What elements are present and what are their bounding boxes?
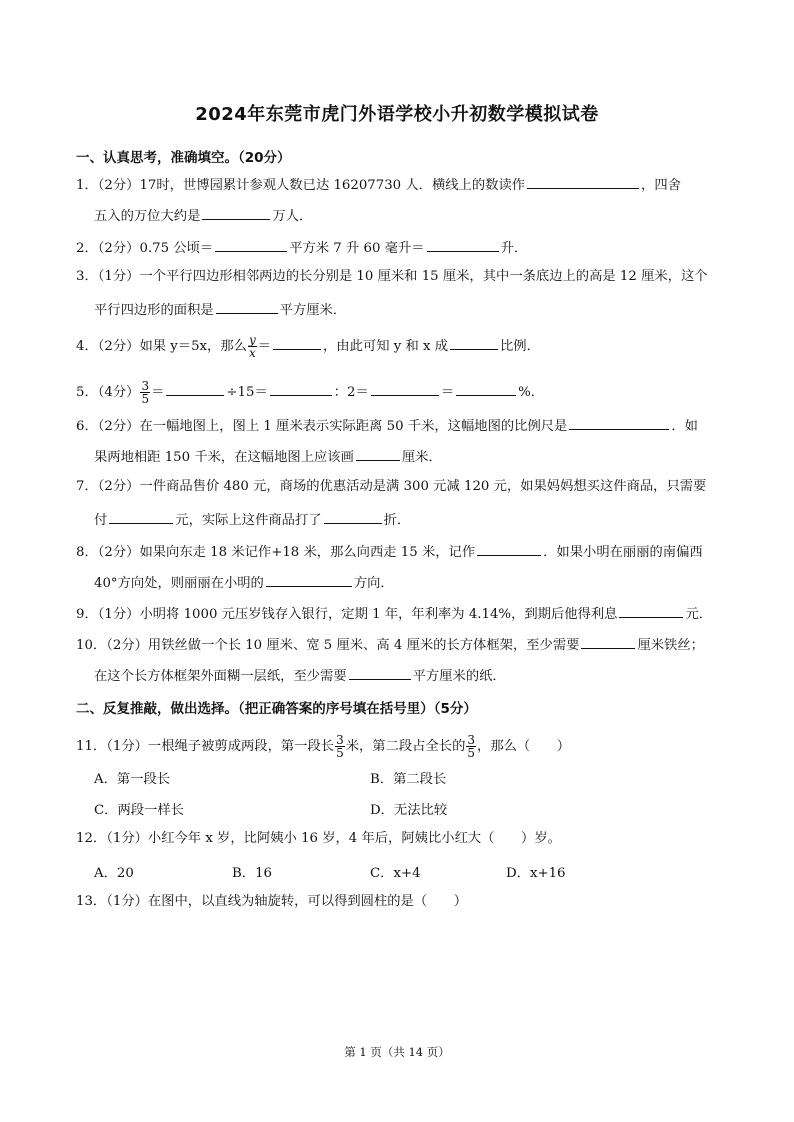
answer-blank[interactable]	[371, 381, 439, 396]
answer-blank[interactable]	[216, 299, 278, 314]
section-heading-fill-in: 一、认真思考，准确填空。（20分）	[76, 150, 291, 166]
option-a[interactable]: A．第一段长	[94, 772, 171, 787]
question-1-cont: 五入的万位大约是 万人．	[94, 205, 312, 226]
page-title: 2024年东莞市虎门外语学校小升初数学模拟试卷	[195, 104, 599, 125]
option-a[interactable]: A．20	[94, 866, 134, 881]
answer-blank[interactable]	[324, 509, 382, 524]
answer-blank[interactable]	[215, 237, 287, 252]
question-13: 13．（1分）在图中，以直线为轴旋转，可以得到圆柱的是（ ）	[76, 894, 468, 909]
question-2: 2．（2分）0.75 公顷＝ 平方米 7 升 60 毫升＝ 升．	[76, 237, 527, 258]
question-10-cont: 在这个长方体框架外面糊一层纸，至少需要 平方厘米的纸．	[94, 665, 506, 686]
answer-blank[interactable]	[569, 415, 669, 430]
answer-blank[interactable]	[202, 205, 270, 220]
answer-blank[interactable]	[427, 237, 499, 252]
section-heading-choice: 二、反复推敲，做出选择。（把正确答案的序号填在括号里）（5分）	[76, 701, 477, 717]
option-c[interactable]: C．两段一样长	[94, 803, 184, 818]
fraction-y-over-x: $\frac{y}{x}$	[248, 333, 256, 360]
answer-blank[interactable]	[109, 509, 173, 524]
question-1: 1．（2分）17时，世博园累计参观人数已达 16207730 人．横线上的数读作 ，四舍	[76, 174, 681, 195]
answer-blank[interactable]	[527, 174, 639, 189]
answer-blank[interactable]	[270, 381, 332, 396]
question-7: 7．（2分）一件商品售价 480 元，商场的优惠活动是满 300 元减 120 元，如果妈妈想买这件商品，只需要	[76, 479, 707, 494]
option-d[interactable]: D．x+16	[506, 866, 566, 881]
question-11: 11．（1分）一根绳子被剪成两段，第一段长 $\frac{3}{5}$ 米，第二段占全长的 $\frac{3}{5}$ ，那么（ ）	[76, 733, 571, 760]
question-3-cont: 平行四边形的面积是 平方厘米．	[94, 299, 346, 320]
page-footer: 第 1 页（共 14 页）	[344, 1045, 450, 1059]
answer-blank[interactable]	[581, 634, 635, 649]
question-6: 6．（2分）在一幅地图上，图上 1 厘米表示实际距离 50 千米，这幅地图的比例尺是 ．如	[76, 415, 698, 436]
question-8: 8．（2分）如果向东走 18 米记作+18 米，那么向西走 15 米，记作 ．如果小明在丽丽的南偏西	[76, 541, 703, 562]
question-8-cont: 40°方向处，则丽丽在小明的 方向．	[94, 572, 394, 593]
answer-blank[interactable]	[356, 446, 400, 461]
answer-blank[interactable]	[456, 381, 516, 396]
option-c[interactable]: C．x+4	[370, 866, 421, 881]
answer-blank[interactable]	[450, 335, 498, 350]
option-d[interactable]: D．无法比较	[370, 803, 448, 818]
question-9: 9．（1分）小明将 1000 元压岁钱存入银行，定期 1 年，年利率为 4.14%，到期后他得利息 元．	[76, 603, 712, 624]
question-12: 12．（1分）小红今年 x 岁，比阿姨小 16 岁，4 年后，阿姨比小红大（ ）岁。	[76, 831, 561, 846]
option-b[interactable]: B．第二段长	[370, 772, 447, 787]
answer-blank[interactable]	[477, 541, 541, 556]
answer-blank[interactable]	[619, 603, 683, 618]
question-7-cont: 付 元，实际上这件商品打了 折．	[94, 509, 410, 530]
fraction-3-5: $\frac{3}{5}$	[336, 733, 344, 760]
fraction-3-5: $\frac{3}{5}$	[467, 733, 476, 760]
answer-blank[interactable]	[166, 381, 224, 396]
question-3: 3．（1分）一个平行四边形相邻两边的长分别是 10 厘米和 15 厘米，其中一条底边上的高是 12 厘米，这个	[76, 269, 708, 284]
question-10: 10．（2分）用铁丝做一个长 10 厘米、宽 5 厘米、高 4 厘米的长方体框架，至少需要 厘米铁丝；	[76, 634, 704, 655]
answer-blank[interactable]	[349, 665, 411, 680]
answer-blank[interactable]	[273, 335, 321, 350]
question-4: 4．（2分）如果 y＝5x，那么 $\frac{y}{x}$ ＝ ，由此可知 y 和 x 成 比例．	[76, 333, 540, 360]
option-b[interactable]: B．16	[232, 866, 272, 881]
question-5: 5．（4分） $\frac{3}{5}$ ＝ ÷15＝ ：2＝ ＝ %．	[76, 379, 545, 406]
fraction-3-5: $\frac{3}{5}$	[141, 379, 150, 406]
question-6-cont: 果两地相距 150 千米，在这幅地图上应该画 厘米．	[94, 446, 442, 467]
answer-blank[interactable]	[266, 572, 352, 587]
